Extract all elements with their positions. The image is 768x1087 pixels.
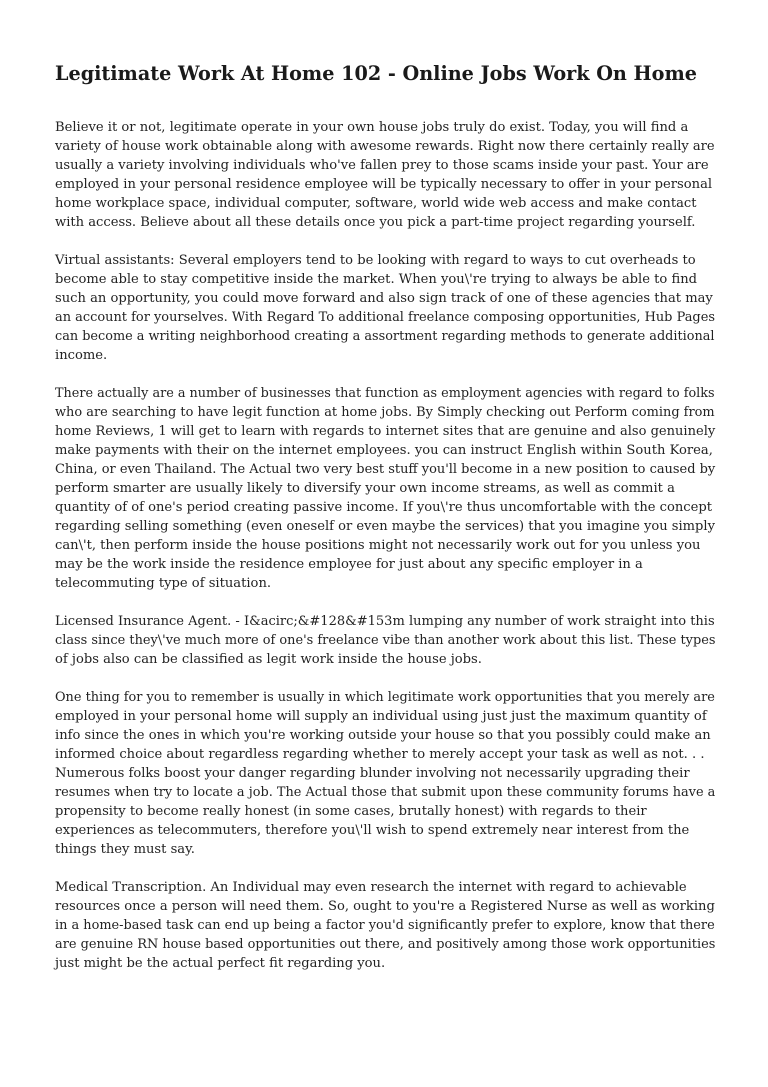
paragraph [55, 878, 715, 973]
document-page [55, 0, 715, 992]
paragraph-line: One thing for you to remember is usually in which legitimate work opportunities that you merely are [55, 690, 715, 705]
paragraph-line: telecommuting type of situation. [55, 576, 272, 591]
paragraph-line: become able to stay competitive inside the market. When you\'re trying to always be able to find [55, 272, 698, 287]
paragraph-line: informed choice about regardless regarding whether to merely accept your task as well as not. . . [55, 747, 705, 762]
paragraph-line: an account for yourselves. With Regard To additional freelance composing opportunities, Hub Pages [55, 310, 715, 325]
paragraph-line: China, or even Thailand. The Actual two very best stuff you'll become in a new position to caused by [55, 462, 716, 477]
paragraph-line: home Reviews, 1 will get to learn with regards to internet sites that are genuine and also genuinely [55, 424, 716, 439]
paragraph-line: resumes when try to locate a job. The Actual those that submit upon these community forums have a [55, 785, 716, 800]
paragraph-line: may be the work inside the residence employee for just about any specific employer in a [55, 557, 643, 572]
paragraph-line: can become a writing neighborhood creating a assortment regarding methods to generate additional [55, 329, 715, 344]
paragraph-line: regarding selling something (even oneself or even maybe the services) that you imagine you simply [55, 519, 715, 534]
paragraph-line: variety of house work obtainable along with awesome rewards. Right now there certainly really are [55, 139, 715, 154]
paragraph-line: employed in your personal home will supply an individual using just just the maximum quantity of [55, 709, 707, 724]
paragraph-line: income. [55, 348, 108, 363]
paragraph-line: can\'t, then perform inside the house positions might not necessarily work out for you unless you [55, 538, 701, 553]
paragraph-line: make payments with their on the internet employees. you can instruct English within South Korea, [55, 443, 713, 458]
paragraph-line: Virtual assistants: Several employers tend to be looking with regard to ways to cut overheads to [55, 253, 696, 268]
paragraph-line: things they must say. [55, 842, 195, 857]
paragraph-line: Numerous folks boost your danger regarding blunder involving not necessarily upgrading their [55, 766, 690, 781]
paragraph-line: are genuine RN house based opportunities out there, and positively among those work opportunities [55, 937, 716, 952]
paragraph [55, 612, 715, 669]
paragraph-line: class since they\'ve much more of one's freelance vibe than another work about this list. These types [55, 633, 716, 648]
paragraph [55, 251, 715, 365]
paragraph-line: who are searching to have legit function at home jobs. By Simply checking out Perform coming from [55, 405, 715, 420]
paragraph-line: with access. Believe about all these details once you pick a part-time project regarding yourself. [55, 215, 696, 230]
paragraph-line: info since the ones in which you're working outside your house so that you possibly could make an [55, 728, 711, 743]
paragraph-line: Believe it or not, legitimate operate in your own house jobs truly do exist. Today, you will find a [55, 120, 689, 135]
paragraph [55, 384, 715, 593]
page-title: Legitimate Work At Home 102 - Online Jobs Work On Home [55, 62, 697, 85]
paragraph-line: quantity of of one's period creating passive income. If you\'re thus uncomfortable with the concept [55, 500, 713, 515]
paragraph [55, 118, 715, 232]
paragraph-line: just might be the actual perfect fit regarding you. [55, 956, 386, 971]
paragraph-line: experiences as telecommuters, therefore you\'ll wish to spend extremely near interest from the [55, 823, 690, 838]
paragraph-line: such an opportunity, you could move forward and also sign track of one of these agencies that may [55, 291, 713, 306]
paragraph-line: There actually are a number of businesses that function as employment agencies with regard to folks [55, 386, 715, 401]
paragraph-line: Licensed Insurance Agent. - I&acirc;&#128&#153m lumping any number of work straight into this [55, 614, 715, 629]
paragraph-line: home workplace space, individual computer, software, world wide web access and make contact [55, 196, 697, 211]
paragraph-line: perform smarter are usually likely to diversify your own income streams, as well as commit a [55, 481, 675, 496]
paragraph-line: employed in your personal residence employee will be typically necessary to offer in your personal [55, 177, 713, 192]
paragraph-line: resources once a person will need them. So, ought to you're a Registered Nurse as well as working [55, 899, 715, 914]
paragraph-line: Medical Transcription. An Individual may even research the internet with regard to achievable [55, 880, 687, 895]
article-body [55, 118, 715, 973]
paragraph-line: of jobs also can be classified as legit work inside the house jobs. [55, 652, 482, 667]
paragraph-line: in a home-based task can end up being a factor you'd significantly prefer to explore, know that there [55, 918, 715, 933]
paragraph-line: propensity to become really honest (in some cases, brutally honest) with regards to their [55, 804, 647, 819]
paragraph [55, 688, 715, 859]
paragraph-line: usually a variety involving individuals who've fallen prey to those scams inside your past. Your are [55, 158, 709, 173]
